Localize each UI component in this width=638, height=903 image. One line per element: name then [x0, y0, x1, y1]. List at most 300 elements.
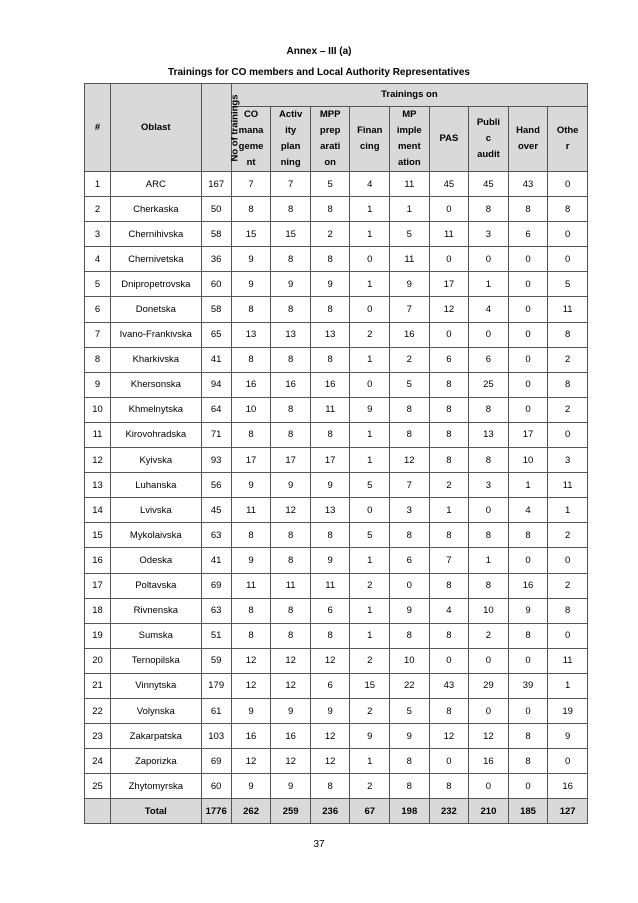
value-cell: 0: [429, 247, 469, 272]
value-cell: 3: [469, 473, 509, 498]
value-cell: 0: [548, 749, 588, 774]
value-cell: 8: [271, 598, 311, 623]
header-trainings-count: [201, 84, 241, 172]
total-value-cell: 67: [350, 799, 390, 824]
oblast-name: Kirovohradska: [111, 422, 202, 447]
value-cell: 11: [548, 297, 588, 322]
value-cell: 0: [350, 247, 390, 272]
value-cell: 2: [548, 347, 588, 372]
value-cell: 1: [350, 749, 390, 774]
value-cell: 8: [310, 297, 350, 322]
value-cell: 2: [350, 698, 390, 723]
total-value-cell: 210: [469, 799, 509, 824]
table-row: [85, 397, 588, 422]
value-cell: 5: [390, 372, 430, 397]
value-cell: 9: [231, 698, 271, 723]
value-cell: 8: [271, 548, 311, 573]
table-row: [85, 247, 588, 272]
value-cell: 6: [310, 673, 350, 698]
value-cell: 9: [271, 774, 311, 799]
value-cell: 0: [350, 372, 390, 397]
oblast-name: Zaporizka: [111, 749, 202, 774]
oblast-name: Chernihivska: [111, 222, 202, 247]
table-title: Trainings for CO members and Local Authority Representatives: [168, 67, 470, 78]
value-cell: 0: [508, 372, 548, 397]
row-number: 21: [85, 673, 111, 698]
value-cell: 7: [390, 473, 430, 498]
value-cell: 1: [469, 272, 509, 297]
value-cell: 0: [469, 322, 509, 347]
value-cell: 9: [350, 724, 390, 749]
value-cell: 11: [390, 247, 430, 272]
value-cell: 8: [390, 422, 430, 447]
header-topic-hand-over: Hand over: [508, 107, 548, 172]
value-cell: 8: [231, 598, 271, 623]
value-cell: 11: [429, 222, 469, 247]
value-cell: 2: [310, 222, 350, 247]
value-cell: 9: [548, 724, 588, 749]
value-cell: 22: [390, 673, 430, 698]
value-cell: 0: [469, 498, 509, 523]
value-cell: 1: [350, 598, 390, 623]
row-number: 4: [85, 247, 111, 272]
value-cell: 0: [548, 422, 588, 447]
header-topic-mpp-preparation: MPP prep arati on: [310, 107, 350, 172]
table-row: [85, 272, 588, 297]
value-cell: 8: [429, 372, 469, 397]
value-cell: 10: [508, 448, 548, 473]
row-number: 22: [85, 698, 111, 723]
value-cell: 17: [231, 448, 271, 473]
value-cell: 17: [508, 422, 548, 447]
oblast-name: Rivnenska: [111, 598, 202, 623]
value-cell: 17: [310, 448, 350, 473]
value-cell: 1: [350, 422, 390, 447]
value-cell: 8: [469, 523, 509, 548]
value-cell: 11: [548, 648, 588, 673]
table-row: [85, 774, 588, 799]
value-cell: 8: [548, 598, 588, 623]
value-cell: 12: [271, 498, 311, 523]
header-oblast: Oblast: [111, 84, 202, 172]
oblast-name: Cherkaska: [111, 197, 202, 222]
value-cell: 6: [508, 222, 548, 247]
value-cell: 8: [429, 698, 469, 723]
value-cell: 8: [271, 247, 311, 272]
value-cell: 7: [429, 548, 469, 573]
oblast-name: Chernivetska: [111, 247, 202, 272]
value-cell: 65: [201, 322, 231, 347]
value-cell: 4: [508, 498, 548, 523]
row-number: 17: [85, 573, 111, 598]
table-row: [85, 673, 588, 698]
value-cell: 0: [429, 648, 469, 673]
value-cell: 3: [548, 448, 588, 473]
value-cell: 8: [548, 197, 588, 222]
value-cell: 12: [231, 673, 271, 698]
value-cell: 8: [231, 347, 271, 372]
value-cell: 2: [429, 473, 469, 498]
value-cell: 103: [201, 724, 231, 749]
value-cell: 5: [310, 172, 350, 197]
value-cell: 5: [390, 698, 430, 723]
row-number: 5: [85, 272, 111, 297]
value-cell: 1: [548, 673, 588, 698]
total-value-cell: 1776: [201, 799, 231, 824]
value-cell: 6: [429, 347, 469, 372]
value-cell: 8: [429, 448, 469, 473]
value-cell: 17: [271, 448, 311, 473]
value-cell: 1: [350, 347, 390, 372]
value-cell: 16: [271, 724, 311, 749]
value-cell: 9: [231, 473, 271, 498]
header-topic-pas: PAS: [429, 107, 469, 172]
value-cell: 2: [548, 573, 588, 598]
value-cell: 15: [231, 222, 271, 247]
value-cell: 3: [390, 498, 430, 523]
value-cell: 94: [201, 372, 231, 397]
annex-title: Annex – III (a): [286, 46, 352, 57]
value-cell: 8: [429, 523, 469, 548]
value-cell: 9: [310, 272, 350, 297]
oblast-name: Ivano-Frankivska: [111, 322, 202, 347]
value-cell: 5: [350, 523, 390, 548]
value-cell: 8: [310, 422, 350, 447]
oblast-name: Zhytomyrska: [111, 774, 202, 799]
value-cell: 16: [310, 372, 350, 397]
value-cell: 12: [469, 724, 509, 749]
value-cell: 4: [469, 297, 509, 322]
value-cell: 0: [469, 698, 509, 723]
value-cell: 8: [429, 422, 469, 447]
value-cell: 0: [508, 698, 548, 723]
value-cell: 9: [390, 724, 430, 749]
value-cell: 12: [390, 448, 430, 473]
value-cell: 60: [201, 272, 231, 297]
value-cell: 9: [508, 598, 548, 623]
total-value-cell: 236: [310, 799, 350, 824]
value-cell: 6: [310, 598, 350, 623]
value-cell: 19: [548, 698, 588, 723]
row-number: 14: [85, 498, 111, 523]
value-cell: 8: [310, 247, 350, 272]
oblast-name: ARC: [111, 172, 202, 197]
value-cell: 6: [469, 347, 509, 372]
value-cell: 8: [508, 523, 548, 548]
value-cell: 0: [548, 222, 588, 247]
value-cell: 10: [231, 397, 271, 422]
value-cell: 8: [508, 197, 548, 222]
value-cell: 1: [469, 548, 509, 573]
row-number: 11: [85, 422, 111, 447]
value-cell: 9: [231, 272, 271, 297]
value-cell: 16: [508, 573, 548, 598]
oblast-name: Vinnytska: [111, 673, 202, 698]
value-cell: 2: [390, 347, 430, 372]
oblast-name: Dnipropetrovska: [111, 272, 202, 297]
value-cell: 11: [310, 397, 350, 422]
value-cell: 50: [201, 197, 231, 222]
value-cell: 0: [508, 247, 548, 272]
value-cell: 8: [271, 297, 311, 322]
value-cell: 179: [201, 673, 231, 698]
value-cell: 10: [390, 648, 430, 673]
value-cell: 45: [429, 172, 469, 197]
value-cell: 12: [231, 749, 271, 774]
value-cell: 9: [350, 397, 390, 422]
value-cell: 8: [271, 623, 311, 648]
table-row: [85, 698, 588, 723]
total-row: [85, 799, 588, 824]
value-cell: 8: [310, 523, 350, 548]
value-cell: 0: [548, 172, 588, 197]
value-cell: 12: [271, 749, 311, 774]
value-cell: 9: [390, 598, 430, 623]
value-cell: 8: [390, 397, 430, 422]
value-cell: 0: [508, 548, 548, 573]
value-cell: 0: [508, 648, 548, 673]
row-number: 16: [85, 548, 111, 573]
value-cell: 2: [350, 648, 390, 673]
row-number: 18: [85, 598, 111, 623]
header-topic-public-audit: Publi c audit: [469, 107, 509, 172]
value-cell: 69: [201, 749, 231, 774]
value-cell: 167: [201, 172, 231, 197]
value-cell: 0: [350, 498, 390, 523]
value-cell: 13: [469, 422, 509, 447]
value-cell: 8: [390, 523, 430, 548]
value-cell: 9: [271, 272, 311, 297]
value-cell: 8: [390, 749, 430, 774]
value-cell: 0: [508, 774, 548, 799]
row-number: 6: [85, 297, 111, 322]
value-cell: 0: [469, 247, 509, 272]
value-cell: 5: [548, 272, 588, 297]
value-cell: 56: [201, 473, 231, 498]
value-cell: 0: [508, 397, 548, 422]
value-cell: 0: [429, 322, 469, 347]
value-cell: 9: [231, 774, 271, 799]
value-cell: 58: [201, 297, 231, 322]
value-cell: 8: [231, 523, 271, 548]
value-cell: 8: [508, 749, 548, 774]
value-cell: 64: [201, 397, 231, 422]
value-cell: 16: [548, 774, 588, 799]
total-value-cell: 232: [429, 799, 469, 824]
table-row: [85, 648, 588, 673]
oblast-name: Poltavska: [111, 573, 202, 598]
value-cell: 13: [310, 322, 350, 347]
value-cell: 8: [231, 422, 271, 447]
value-cell: 13: [231, 322, 271, 347]
value-cell: 11: [231, 498, 271, 523]
table-row: [85, 749, 588, 774]
value-cell: 8: [429, 397, 469, 422]
value-cell: 43: [429, 673, 469, 698]
value-cell: 9: [271, 473, 311, 498]
table-body: [85, 172, 588, 824]
value-cell: 8: [271, 347, 311, 372]
value-cell: 41: [201, 548, 231, 573]
value-cell: 8: [310, 623, 350, 648]
total-value-cell: 262: [231, 799, 271, 824]
table-row: [85, 523, 588, 548]
value-cell: 12: [310, 648, 350, 673]
row-number: 1: [85, 172, 111, 197]
value-cell: 11: [390, 172, 430, 197]
table-row: [85, 498, 588, 523]
oblast-name: Zakarpatska: [111, 724, 202, 749]
value-cell: 2: [350, 322, 390, 347]
table-row: [85, 448, 588, 473]
value-cell: 0: [548, 247, 588, 272]
row-number: 15: [85, 523, 111, 548]
value-cell: 10: [469, 598, 509, 623]
value-cell: 2: [350, 774, 390, 799]
oblast-name: Kyivska: [111, 448, 202, 473]
value-cell: 16: [390, 322, 430, 347]
value-cell: 9: [390, 272, 430, 297]
value-cell: 11: [231, 573, 271, 598]
value-cell: 17: [429, 272, 469, 297]
value-cell: 9: [271, 698, 311, 723]
value-cell: 51: [201, 623, 231, 648]
total-blank: [85, 799, 111, 824]
value-cell: 8: [271, 197, 311, 222]
value-cell: 15: [350, 673, 390, 698]
value-cell: 12: [429, 724, 469, 749]
value-cell: 8: [469, 448, 509, 473]
value-cell: 16: [469, 749, 509, 774]
row-number: 24: [85, 749, 111, 774]
value-cell: 8: [469, 397, 509, 422]
value-cell: 43: [508, 172, 548, 197]
value-cell: 0: [508, 272, 548, 297]
value-cell: 7: [271, 172, 311, 197]
total-value-cell: 198: [390, 799, 430, 824]
row-number: 2: [85, 197, 111, 222]
total-value-cell: 127: [548, 799, 588, 824]
value-cell: 45: [201, 498, 231, 523]
table-row: [85, 724, 588, 749]
header-topic-mp-implementation: MP imple ment ation: [390, 107, 430, 172]
value-cell: 0: [548, 548, 588, 573]
value-cell: 16: [231, 724, 271, 749]
value-cell: 8: [271, 523, 311, 548]
value-cell: 8: [310, 347, 350, 372]
value-cell: 8: [429, 623, 469, 648]
oblast-name: Lvivska: [111, 498, 202, 523]
header-topic-financing: Finan cing: [350, 107, 390, 172]
row-number: 23: [85, 724, 111, 749]
value-cell: 11: [548, 473, 588, 498]
value-cell: 25: [469, 372, 509, 397]
value-cell: 2: [350, 573, 390, 598]
oblast-name: Volynska: [111, 698, 202, 723]
value-cell: 9: [231, 247, 271, 272]
value-cell: 1: [508, 473, 548, 498]
row-number: 25: [85, 774, 111, 799]
value-cell: 39: [508, 673, 548, 698]
value-cell: 9: [231, 548, 271, 573]
value-cell: 1: [548, 498, 588, 523]
value-cell: 16: [231, 372, 271, 397]
value-cell: 13: [271, 322, 311, 347]
row-number: 3: [85, 222, 111, 247]
oblast-name: Luhanska: [111, 473, 202, 498]
table-row: [85, 473, 588, 498]
oblast-name: Sumska: [111, 623, 202, 648]
value-cell: 2: [469, 623, 509, 648]
value-cell: 8: [271, 397, 311, 422]
value-cell: 0: [508, 347, 548, 372]
value-cell: 12: [310, 749, 350, 774]
value-cell: 9: [310, 473, 350, 498]
value-cell: 36: [201, 247, 231, 272]
value-cell: 12: [271, 648, 311, 673]
value-cell: 6: [390, 548, 430, 573]
value-cell: 0: [469, 648, 509, 673]
total-value-cell: 185: [508, 799, 548, 824]
header-topic-activity-planning: Activ ity plan ning: [271, 107, 311, 172]
value-cell: 2: [548, 523, 588, 548]
value-cell: 63: [201, 598, 231, 623]
value-cell: 1: [350, 222, 390, 247]
value-cell: 0: [429, 197, 469, 222]
row-number: 7: [85, 322, 111, 347]
value-cell: 45: [469, 172, 509, 197]
row-number: 19: [85, 623, 111, 648]
value-cell: 8: [390, 623, 430, 648]
table-row: [85, 197, 588, 222]
value-cell: 0: [390, 573, 430, 598]
value-cell: 16: [271, 372, 311, 397]
value-cell: 11: [310, 573, 350, 598]
table-row: [85, 623, 588, 648]
oblast-name: Khmelnytska: [111, 397, 202, 422]
value-cell: 1: [429, 498, 469, 523]
value-cell: 7: [390, 297, 430, 322]
value-cell: 0: [548, 623, 588, 648]
value-cell: 5: [390, 222, 430, 247]
oblast-name: Ternopilska: [111, 648, 202, 673]
value-cell: 8: [469, 573, 509, 598]
value-cell: 41: [201, 347, 231, 372]
value-cell: 0: [429, 749, 469, 774]
value-cell: 93: [201, 448, 231, 473]
value-cell: 61: [201, 698, 231, 723]
oblast-name: Donetska: [111, 297, 202, 322]
value-cell: 3: [469, 222, 509, 247]
value-cell: 8: [310, 774, 350, 799]
value-cell: 12: [310, 724, 350, 749]
row-number: 13: [85, 473, 111, 498]
page-number: 37: [313, 839, 325, 850]
value-cell: 8: [271, 422, 311, 447]
value-cell: 9: [310, 698, 350, 723]
oblast-name: Mykolaivska: [111, 523, 202, 548]
header-topic-other: Othe r: [548, 107, 588, 172]
oblast-name: Odeska: [111, 548, 202, 573]
value-cell: 0: [508, 297, 548, 322]
trainings-table: [84, 83, 588, 824]
row-number: 10: [85, 397, 111, 422]
table-row: [85, 598, 588, 623]
value-cell: 71: [201, 422, 231, 447]
value-cell: 1: [350, 448, 390, 473]
value-cell: 8: [231, 197, 271, 222]
value-cell: 8: [310, 197, 350, 222]
